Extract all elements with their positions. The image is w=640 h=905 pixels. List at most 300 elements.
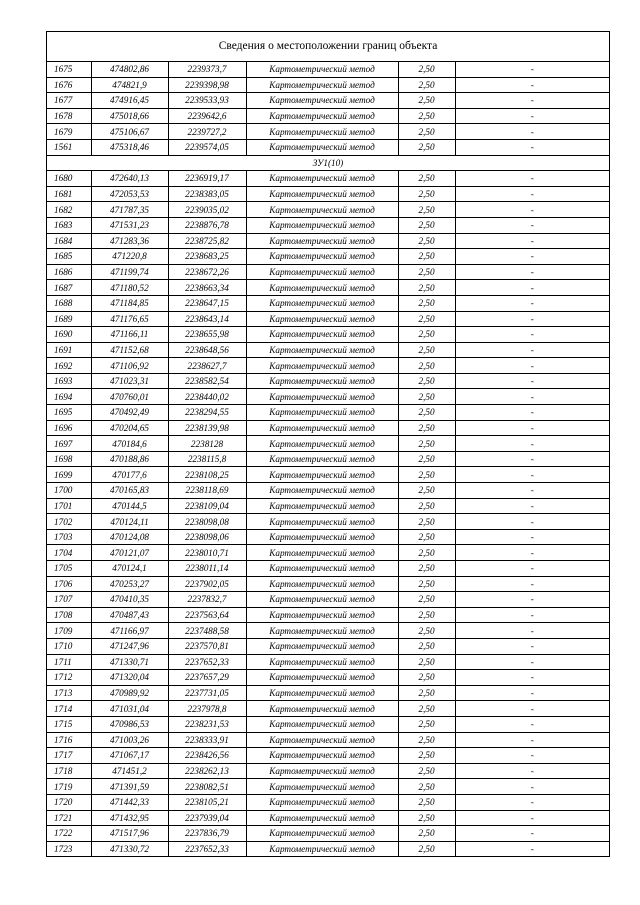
table-row xyxy=(47,389,609,405)
description-cell: - xyxy=(455,124,609,140)
description-cell: - xyxy=(455,529,609,545)
coord-y: 2237652,33 xyxy=(168,654,246,670)
point-number: 1713 xyxy=(47,685,91,701)
point-number: 1561 xyxy=(47,139,91,155)
point-number: 1704 xyxy=(47,545,91,561)
method-cell: Картометрический метод xyxy=(246,467,398,483)
precision-cell: 2,50 xyxy=(398,685,455,701)
method-cell: Картометрический метод xyxy=(246,841,398,857)
coord-x: 470124,11 xyxy=(91,514,168,530)
method-cell: Картометрический метод xyxy=(246,607,398,623)
table-row xyxy=(47,732,609,748)
method-cell: Картометрический метод xyxy=(246,171,398,187)
point-number: 1677 xyxy=(47,93,91,109)
table-row xyxy=(47,716,609,732)
point-number: 1699 xyxy=(47,467,91,483)
table-row xyxy=(47,810,609,826)
description-cell: - xyxy=(455,327,609,343)
table-row xyxy=(47,685,609,701)
method-cell: Картометрический метод xyxy=(246,342,398,358)
precision-cell: 2,50 xyxy=(398,280,455,296)
method-cell: Картометрический метод xyxy=(246,420,398,436)
precision-cell: 2,50 xyxy=(398,716,455,732)
description-cell: - xyxy=(455,264,609,280)
table-row xyxy=(47,467,609,483)
description-cell: - xyxy=(455,685,609,701)
description-cell: - xyxy=(455,358,609,374)
method-cell: Картометрический метод xyxy=(246,77,398,93)
coord-x: 470492,49 xyxy=(91,405,168,421)
table-row xyxy=(47,62,609,77)
description-cell: - xyxy=(455,77,609,93)
table-row xyxy=(47,249,609,265)
precision-cell: 2,50 xyxy=(398,249,455,265)
precision-cell: 2,50 xyxy=(398,451,455,467)
precision-cell: 2,50 xyxy=(398,826,455,842)
method-cell: Картометрический метод xyxy=(246,108,398,124)
description-cell: - xyxy=(455,342,609,358)
coord-y: 2238231,53 xyxy=(168,716,246,732)
table-row xyxy=(47,654,609,670)
coord-y: 2238876,78 xyxy=(168,217,246,233)
description-cell: - xyxy=(455,295,609,311)
method-cell: Картометрический метод xyxy=(246,592,398,608)
description-cell: - xyxy=(455,467,609,483)
point-number: 1687 xyxy=(47,280,91,296)
table-row xyxy=(47,545,609,561)
description-cell: - xyxy=(455,498,609,514)
coord-x: 472640,13 xyxy=(91,171,168,187)
coord-x: 471199,74 xyxy=(91,264,168,280)
description-cell: - xyxy=(455,436,609,452)
precision-cell: 2,50 xyxy=(398,592,455,608)
coord-y: 2238108,25 xyxy=(168,467,246,483)
coord-y: 2238647,15 xyxy=(168,295,246,311)
group-header-section xyxy=(47,155,609,171)
coord-y: 2239533,93 xyxy=(168,93,246,109)
description-cell: - xyxy=(455,202,609,218)
coord-x: 470989,92 xyxy=(91,685,168,701)
precision-cell: 2,50 xyxy=(398,124,455,140)
precision-cell: 2,50 xyxy=(398,373,455,389)
precision-cell: 2,50 xyxy=(398,405,455,421)
coord-y: 2236919,17 xyxy=(168,171,246,187)
point-number: 1718 xyxy=(47,763,91,779)
coord-x: 471031,04 xyxy=(91,701,168,717)
coord-x: 471531,23 xyxy=(91,217,168,233)
table-row xyxy=(47,451,609,467)
coord-x: 470184,6 xyxy=(91,436,168,452)
point-number: 1679 xyxy=(47,124,91,140)
method-cell: Картометрический метод xyxy=(246,670,398,686)
table-row xyxy=(47,794,609,810)
point-number: 1712 xyxy=(47,670,91,686)
table-row xyxy=(47,217,609,233)
table-row xyxy=(47,436,609,452)
point-number: 1694 xyxy=(47,389,91,405)
precision-cell: 2,50 xyxy=(398,701,455,717)
table-row xyxy=(47,171,609,187)
method-cell: Картометрический метод xyxy=(246,436,398,452)
description-cell: - xyxy=(455,280,609,296)
method-cell: Картометрический метод xyxy=(246,139,398,155)
point-number: 1710 xyxy=(47,638,91,654)
table-row xyxy=(47,311,609,327)
point-number: 1707 xyxy=(47,592,91,608)
table-row xyxy=(47,233,609,249)
coord-x: 471330,72 xyxy=(91,841,168,857)
coord-y: 2237836,79 xyxy=(168,826,246,842)
description-cell: - xyxy=(455,171,609,187)
coord-x: 470165,83 xyxy=(91,483,168,499)
description-cell: - xyxy=(455,779,609,795)
table-row xyxy=(47,264,609,280)
point-number: 1696 xyxy=(47,420,91,436)
precision-cell: 2,50 xyxy=(398,186,455,202)
method-cell: Картометрический метод xyxy=(246,217,398,233)
precision-cell: 2,50 xyxy=(398,202,455,218)
method-cell: Картометрический метод xyxy=(246,498,398,514)
method-cell: Картометрический метод xyxy=(246,763,398,779)
precision-cell: 2,50 xyxy=(398,295,455,311)
description-cell: - xyxy=(455,670,609,686)
coord-y: 2237570,81 xyxy=(168,638,246,654)
method-cell: Картометрический метод xyxy=(246,529,398,545)
table-row xyxy=(47,342,609,358)
coord-y: 2239035,02 xyxy=(168,202,246,218)
method-cell: Картометрический метод xyxy=(246,249,398,265)
precision-cell: 2,50 xyxy=(398,607,455,623)
group-header-row xyxy=(47,155,609,171)
method-cell: Картометрический метод xyxy=(246,623,398,639)
method-cell: Картометрический метод xyxy=(246,186,398,202)
description-cell: - xyxy=(455,794,609,810)
coord-x: 471330,71 xyxy=(91,654,168,670)
coord-y: 2237488,58 xyxy=(168,623,246,639)
table-row xyxy=(47,139,609,155)
point-number: 1681 xyxy=(47,186,91,202)
coord-y: 2239727,2 xyxy=(168,124,246,140)
coord-y: 2238082,51 xyxy=(168,779,246,795)
method-cell: Картометрический метод xyxy=(246,358,398,374)
coord-x: 470760,01 xyxy=(91,389,168,405)
point-number: 1723 xyxy=(47,841,91,857)
description-cell: - xyxy=(455,592,609,608)
description-cell: - xyxy=(455,249,609,265)
page-title: Сведения о местоположении границ объекта xyxy=(47,32,609,62)
method-cell: Картометрический метод xyxy=(246,405,398,421)
precision-cell: 2,50 xyxy=(398,483,455,499)
precision-cell: 2,50 xyxy=(398,576,455,592)
coord-x: 471176,65 xyxy=(91,311,168,327)
method-cell: Картометрический метод xyxy=(246,561,398,577)
coord-y: 2239574,05 xyxy=(168,139,246,155)
coord-y: 2238098,08 xyxy=(168,514,246,530)
description-cell: - xyxy=(455,732,609,748)
description-cell: - xyxy=(455,607,609,623)
method-cell: Картометрический метод xyxy=(246,826,398,842)
point-number: 1686 xyxy=(47,264,91,280)
precision-cell: 2,50 xyxy=(398,638,455,654)
coord-x: 471517,96 xyxy=(91,826,168,842)
point-number: 1691 xyxy=(47,342,91,358)
point-number: 1709 xyxy=(47,623,91,639)
coord-x: 471003,26 xyxy=(91,732,168,748)
point-number: 1690 xyxy=(47,327,91,343)
coord-x: 470121,07 xyxy=(91,545,168,561)
precision-cell: 2,50 xyxy=(398,264,455,280)
method-cell: Картометрический метод xyxy=(246,654,398,670)
coord-y: 2238333,91 xyxy=(168,732,246,748)
method-cell: Картометрический метод xyxy=(246,483,398,499)
point-number: 1720 xyxy=(47,794,91,810)
point-number: 1715 xyxy=(47,716,91,732)
coord-x: 475318,46 xyxy=(91,139,168,155)
method-cell: Картометрический метод xyxy=(246,62,398,77)
table-row xyxy=(47,498,609,514)
point-number: 1692 xyxy=(47,358,91,374)
description-cell: - xyxy=(455,389,609,405)
precision-cell: 2,50 xyxy=(398,62,455,77)
precision-cell: 2,50 xyxy=(398,108,455,124)
table-row xyxy=(47,202,609,218)
coord-y: 2238643,14 xyxy=(168,311,246,327)
coord-x: 474821,9 xyxy=(91,77,168,93)
table-row xyxy=(47,576,609,592)
precision-cell: 2,50 xyxy=(398,514,455,530)
coord-y: 2239642,6 xyxy=(168,108,246,124)
table-row xyxy=(47,280,609,296)
coord-x: 475018,66 xyxy=(91,108,168,124)
coord-y: 2238118,69 xyxy=(168,483,246,499)
table-section-a xyxy=(47,62,609,155)
coord-x: 471184,85 xyxy=(91,295,168,311)
point-number: 1684 xyxy=(47,233,91,249)
table-row xyxy=(47,295,609,311)
coord-x: 470144,5 xyxy=(91,498,168,514)
coord-x: 470410,35 xyxy=(91,592,168,608)
point-number: 1700 xyxy=(47,483,91,499)
coord-y: 2237978,8 xyxy=(168,701,246,717)
coord-x: 474802,86 xyxy=(91,62,168,77)
description-cell: - xyxy=(455,373,609,389)
coord-x: 470487,43 xyxy=(91,607,168,623)
point-number: 1689 xyxy=(47,311,91,327)
coord-x: 471166,11 xyxy=(91,327,168,343)
coordinates-table xyxy=(47,62,609,857)
coord-y: 2238663,34 xyxy=(168,280,246,296)
coord-x: 471220,8 xyxy=(91,249,168,265)
coord-x: 470204,65 xyxy=(91,420,168,436)
table-row xyxy=(47,327,609,343)
method-cell: Картометрический метод xyxy=(246,373,398,389)
precision-cell: 2,50 xyxy=(398,93,455,109)
point-number: 1705 xyxy=(47,561,91,577)
table-row xyxy=(47,763,609,779)
coord-x: 471320,04 xyxy=(91,670,168,686)
point-number: 1680 xyxy=(47,171,91,187)
method-cell: Картометрический метод xyxy=(246,514,398,530)
precision-cell: 2,50 xyxy=(398,436,455,452)
description-cell: - xyxy=(455,561,609,577)
description-cell: - xyxy=(455,576,609,592)
table-row xyxy=(47,826,609,842)
description-cell: - xyxy=(455,701,609,717)
description-cell: - xyxy=(455,93,609,109)
coord-x: 471152,68 xyxy=(91,342,168,358)
description-cell: - xyxy=(455,217,609,233)
precision-cell: 2,50 xyxy=(398,794,455,810)
point-number: 1682 xyxy=(47,202,91,218)
table-row xyxy=(47,748,609,764)
point-number: 1685 xyxy=(47,249,91,265)
coord-x: 470253,27 xyxy=(91,576,168,592)
method-cell: Картометрический метод xyxy=(246,451,398,467)
coord-y: 2238010,71 xyxy=(168,545,246,561)
table-row xyxy=(47,358,609,374)
description-cell: - xyxy=(455,841,609,857)
precision-cell: 2,50 xyxy=(398,342,455,358)
description-cell: - xyxy=(455,311,609,327)
description-cell: - xyxy=(455,514,609,530)
coord-x: 471023,31 xyxy=(91,373,168,389)
precision-cell: 2,50 xyxy=(398,311,455,327)
table-row xyxy=(47,405,609,421)
precision-cell: 2,50 xyxy=(398,561,455,577)
precision-cell: 2,50 xyxy=(398,810,455,826)
table-row xyxy=(47,186,609,202)
method-cell: Картометрический метод xyxy=(246,202,398,218)
description-cell: - xyxy=(455,763,609,779)
method-cell: Картометрический метод xyxy=(246,716,398,732)
description-cell: - xyxy=(455,451,609,467)
precision-cell: 2,50 xyxy=(398,654,455,670)
method-cell: Картометрический метод xyxy=(246,732,398,748)
table-row xyxy=(47,638,609,654)
description-cell: - xyxy=(455,483,609,499)
point-number: 1688 xyxy=(47,295,91,311)
description-cell: - xyxy=(455,186,609,202)
precision-cell: 2,50 xyxy=(398,389,455,405)
precision-cell: 2,50 xyxy=(398,545,455,561)
point-number: 1708 xyxy=(47,607,91,623)
coord-y: 2238648,56 xyxy=(168,342,246,358)
method-cell: Картометрический метод xyxy=(246,264,398,280)
coord-y: 2238139,98 xyxy=(168,420,246,436)
coord-x: 471067,17 xyxy=(91,748,168,764)
method-cell: Картометрический метод xyxy=(246,794,398,810)
description-cell: - xyxy=(455,826,609,842)
method-cell: Картометрический метод xyxy=(246,389,398,405)
method-cell: Картометрический метод xyxy=(246,311,398,327)
precision-cell: 2,50 xyxy=(398,623,455,639)
method-cell: Картометрический метод xyxy=(246,779,398,795)
coord-y: 2238011,14 xyxy=(168,561,246,577)
table-row xyxy=(47,561,609,577)
precision-cell: 2,50 xyxy=(398,670,455,686)
table-section-b xyxy=(47,171,609,857)
description-cell: - xyxy=(455,405,609,421)
coord-x: 470124,1 xyxy=(91,561,168,577)
coord-x: 471432,95 xyxy=(91,810,168,826)
point-number: 1721 xyxy=(47,810,91,826)
coord-x: 471451,2 xyxy=(91,763,168,779)
table-row xyxy=(47,93,609,109)
table-row xyxy=(47,373,609,389)
coord-y: 2238109,04 xyxy=(168,498,246,514)
point-number: 1701 xyxy=(47,498,91,514)
coord-y: 2238294,55 xyxy=(168,405,246,421)
coord-x: 474916,45 xyxy=(91,93,168,109)
coord-y: 2238582,54 xyxy=(168,373,246,389)
coord-y: 2238655,98 xyxy=(168,327,246,343)
coord-x: 471442,33 xyxy=(91,794,168,810)
coord-x: 470124,08 xyxy=(91,529,168,545)
method-cell: Картометрический метод xyxy=(246,701,398,717)
method-cell: Картометрический метод xyxy=(246,685,398,701)
point-number: 1703 xyxy=(47,529,91,545)
point-number: 1675 xyxy=(47,62,91,77)
table-row xyxy=(47,607,609,623)
coord-x: 471283,36 xyxy=(91,233,168,249)
coord-y: 2238627,7 xyxy=(168,358,246,374)
coordinates-sheet xyxy=(46,31,610,857)
table-row xyxy=(47,420,609,436)
coord-y: 2238098,06 xyxy=(168,529,246,545)
coord-y: 2237731,05 xyxy=(168,685,246,701)
precision-cell: 2,50 xyxy=(398,217,455,233)
table-row xyxy=(47,483,609,499)
coord-y: 2237939,04 xyxy=(168,810,246,826)
coord-x: 475106,67 xyxy=(91,124,168,140)
precision-cell: 2,50 xyxy=(398,732,455,748)
coord-x: 471106,92 xyxy=(91,358,168,374)
coord-x: 471787,35 xyxy=(91,202,168,218)
coord-y: 2238105,21 xyxy=(168,794,246,810)
precision-cell: 2,50 xyxy=(398,233,455,249)
table-row xyxy=(47,779,609,795)
precision-cell: 2,50 xyxy=(398,420,455,436)
description-cell: - xyxy=(455,623,609,639)
method-cell: Картометрический метод xyxy=(246,124,398,140)
coord-x: 471391,59 xyxy=(91,779,168,795)
point-number: 1693 xyxy=(47,373,91,389)
table-row xyxy=(47,670,609,686)
point-number: 1676 xyxy=(47,77,91,93)
precision-cell: 2,50 xyxy=(398,763,455,779)
point-number: 1717 xyxy=(47,748,91,764)
point-number: 1697 xyxy=(47,436,91,452)
table-row xyxy=(47,514,609,530)
method-cell: Картометрический метод xyxy=(246,295,398,311)
coord-y: 2238262,13 xyxy=(168,763,246,779)
coord-y: 2238115,8 xyxy=(168,451,246,467)
point-number: 1702 xyxy=(47,514,91,530)
coord-y: 2238725,82 xyxy=(168,233,246,249)
coord-x: 472053,53 xyxy=(91,186,168,202)
point-number: 1714 xyxy=(47,701,91,717)
coord-y: 2238426,56 xyxy=(168,748,246,764)
point-number: 1719 xyxy=(47,779,91,795)
coord-y: 2239373,7 xyxy=(168,62,246,77)
description-cell: - xyxy=(455,638,609,654)
coord-y: 2238383,05 xyxy=(168,186,246,202)
point-number: 1706 xyxy=(47,576,91,592)
method-cell: Картометрический метод xyxy=(246,327,398,343)
table-row xyxy=(47,529,609,545)
precision-cell: 2,50 xyxy=(398,327,455,343)
precision-cell: 2,50 xyxy=(398,467,455,483)
